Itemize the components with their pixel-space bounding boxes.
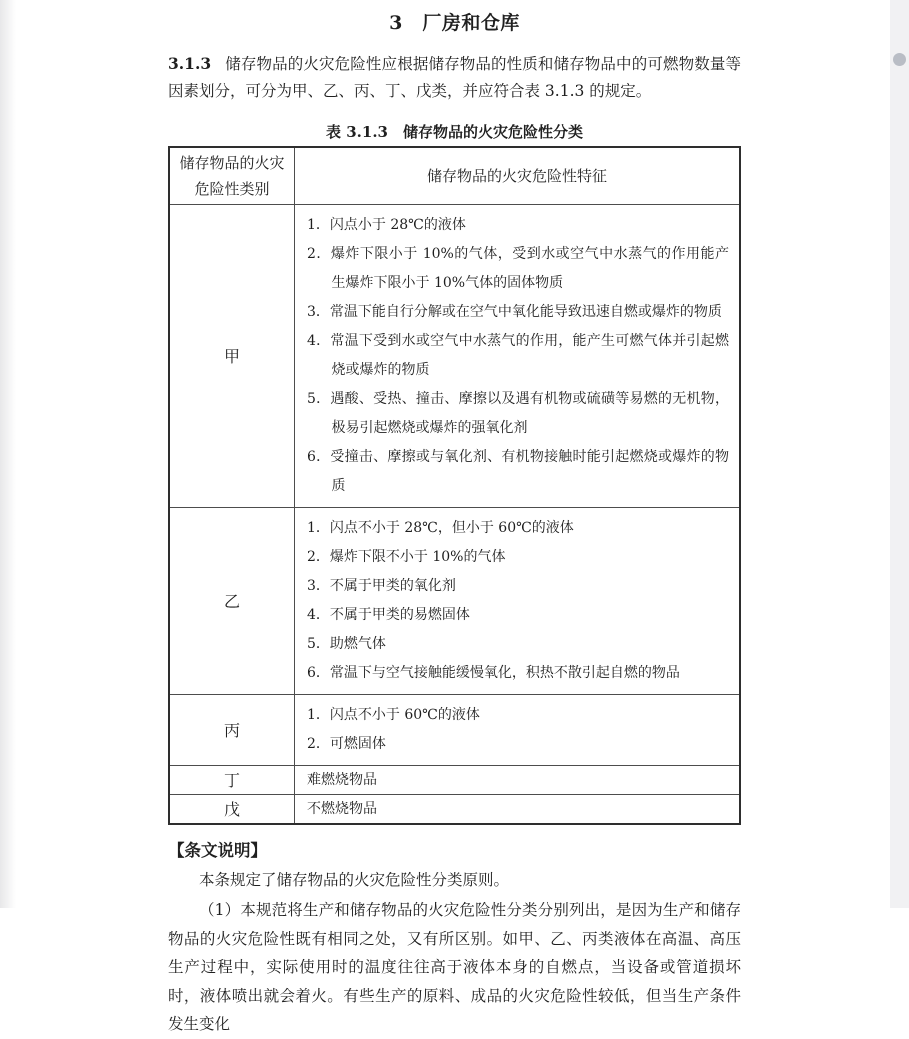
table-row: [169, 694, 740, 765]
feature-item: 4．常温下受到水或空气中水蒸气的作用，能产生可燃气体并引起燃烧或爆炸的物质: [307, 332, 729, 378]
chapter-title: 3 厂房和仓库: [389, 12, 520, 34]
table-header-row: [169, 147, 740, 205]
feature-item: 3．常温下能自行分解或在空气中氧化能导致迅速自燃或爆炸的物质: [307, 303, 722, 320]
category-cell: 乙: [169, 507, 295, 694]
feature-item: 6．受撞击、摩擦或与氧化剂、有机物接触时能引起燃烧或爆炸的物质: [307, 448, 729, 494]
features-cell: 不燃烧物品: [295, 794, 741, 824]
feature-item: 5．遇酸、受热、撞击、摩擦以及遇有机物或硫磺等易燃的无机物，极易引起燃烧或爆炸的强氧化剂: [307, 390, 729, 436]
features-cell: 难燃烧物品: [295, 765, 741, 794]
category-cell: 丁: [169, 765, 295, 794]
clause-number: 3.1.3: [168, 54, 212, 73]
category-cell: 戊: [169, 794, 295, 824]
page-edge-shadow: [0, 0, 16, 908]
feature-item: 4．不属于甲类的易燃固体: [307, 606, 470, 623]
category-cell: 甲: [169, 204, 295, 507]
commentary-section: [168, 838, 741, 1039]
feature-item: 6．常温下与空气接触能缓慢氧化，积热不散引起自燃的物品: [307, 664, 680, 681]
feature-item: 5．助燃气体: [307, 635, 386, 652]
table-row: [169, 507, 740, 694]
table-row: [169, 765, 740, 794]
feature-item: 2．爆炸下限不小于 10%的气体: [307, 548, 506, 565]
document-page: [168, 0, 741, 1039]
category-cell: 丙: [169, 694, 295, 765]
feature-item: 1．闪点不小于 60℃的液体: [307, 706, 480, 723]
feature-item: 2．爆炸下限小于 10%的气体，受到水或空气中水蒸气的作用能产生爆炸下限小于 10%气体的固体物质: [307, 245, 729, 291]
clause-paragraph: [168, 50, 741, 105]
clause-text: 储存物品的火灾危险性应根据储存物品的性质和储存物品中的可燃物数量等因素划分，可分为甲、乙、丙、丁、戊类，并应符合表 3.1.3 的规定。: [168, 55, 741, 100]
column-header-category: 储存物品的火灾危险性类别: [169, 147, 295, 205]
scroll-thumb-dot[interactable]: [893, 53, 906, 66]
features-cell: [295, 507, 741, 694]
feature-item: 2．可燃固体: [307, 735, 386, 752]
fire-hazard-classification-table: [168, 146, 741, 825]
column-header-features: 储存物品的火灾危险性特征: [295, 147, 741, 205]
table-row: [169, 794, 740, 824]
table-caption: 表 3.1.3 储存物品的火灾危险性分类: [326, 122, 583, 141]
feature-item: 3．不属于甲类的氧化剂: [307, 577, 456, 594]
features-cell: [295, 694, 741, 765]
commentary-paragraph: （1）本规范将生产和储存物品的火灾危险性分类分别列出，是因为生产和储存物品的火灾危险性既有相同之处，又有所区别。如甲、乙、丙类液体在高温、高压生产过程中，实际使用时的温度往往高于液体本身的自燃点，当设备或管道损坏时，液体喷出就会着火。有些生产的原料、成品的火灾危险性较低，但当生产条件发生变化: [168, 901, 741, 1033]
commentary-paragraph: 本条规定了储存物品的火灾危险性分类原则。: [199, 870, 510, 889]
features-cell: [295, 204, 741, 507]
feature-item: 1．闪点小于 28℃的液体: [307, 216, 466, 233]
commentary-heading: 【条文说明】: [168, 840, 267, 860]
scrollbar-track[interactable]: [890, 0, 909, 908]
feature-item: 1．闪点不小于 28℃，但小于 60℃的液体: [307, 519, 574, 536]
table-row: [169, 204, 740, 507]
